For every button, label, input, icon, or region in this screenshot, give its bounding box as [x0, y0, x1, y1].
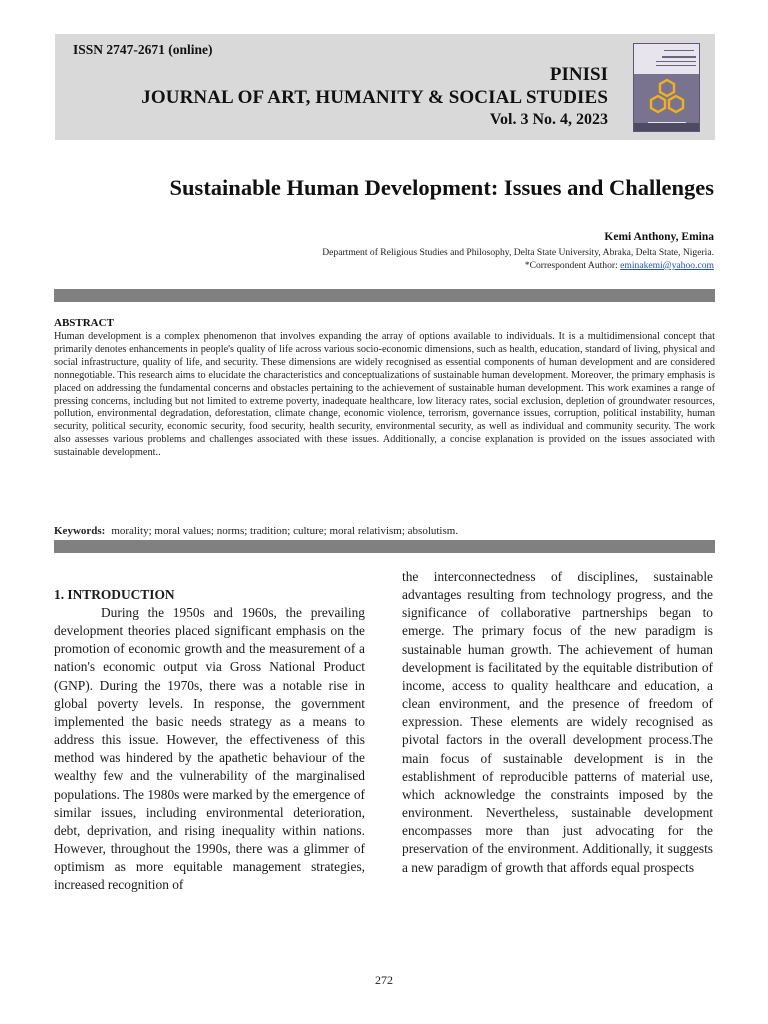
journal-short-name: PINISI: [549, 64, 608, 85]
journal-title-block: [141, 64, 608, 129]
correspondent-author: [525, 260, 714, 271]
body-paragraph: During the 1950s and 1960s, the prevailing development theories placed significant emphasis on the promotion of economic growth and the measurement of a nation's economic output via Gross National Product (GNP). During the 1970s, there was a notable rise in global poverty levels. In response, the government implemented the basic needs strategy as a means to address this issue. However, the effectiveness of this method was hindered by the apathetic behaviour of the wealthy few and the vulnerability of the marginalised populations. The 1980s were marked by the emergence of similar issues, including environmental deterioration, debt, deprivation, and rising inequality within nations. However, throughout the 1990s, there was a glimmer of optimism as more equitable management strategies, increased recognition of: [54, 605, 365, 893]
divider-bar-bottom: [54, 540, 715, 553]
author-affiliation: Department of Religious Studies and Philosophy, Delta State University, Abraka, Delta State, Nigeria.: [322, 247, 714, 258]
divider-bar-top: [54, 289, 715, 302]
keywords-text: morality; moral values; norms; tradition; culture; moral relativism; absolutism.: [111, 525, 459, 537]
article-title: Sustainable Human Development: Issues and Challenges: [169, 175, 714, 200]
journal-cover-thumbnail: [633, 43, 700, 132]
body-paragraph: the interconnectedness of disciplines, sustainable advantages resulting from technology progress, and the significance of collaborative partnerships began to emerge. The primary focus of the new paradigm is sustainable human growth. The achievement of human development is facilitated by the equitable distribution of income, access to quality healthcare and education, a clean environment, and the presence of freedom of expression. These elements are widely recognised as pivotal factors in the overall development process.The main focus of sustainable development is in the establishment of reproducible patterns of material use, which acknowledge the constraints imposed by the environment. Nevertheless, sustainable development encompasses more than just advocating for the preservation of the environment. Additionally, it suggests a new paradigm of growth that affords equal prospects: [402, 569, 713, 875]
issn: ISSN 2747-2671 (online): [73, 42, 213, 57]
journal-full-name: JOURNAL OF ART, HUMANITY & SOCIAL STUDIES: [141, 86, 608, 108]
body-column-left: [54, 604, 365, 895]
correspondent-email-link[interactable]: eminakemi@yahoo.com: [620, 260, 714, 271]
abstract-heading: ABSTRACT: [54, 317, 114, 329]
correspondent-label: *Correspondent Author:: [524, 260, 621, 271]
article-author: Kemi Anthony, Emina: [604, 231, 714, 243]
journal-volume: Vol. 3 No. 4, 2023: [489, 110, 608, 128]
section-heading: 1. INTRODUCTION: [54, 587, 175, 602]
page-number: 272: [375, 973, 393, 987]
keywords: [54, 525, 715, 537]
body-column-right: [402, 568, 713, 877]
journal-header: [55, 34, 715, 140]
keywords-label: Keywords:: [54, 525, 106, 537]
abstract-text: Human development is a complex phenomenon that involves expanding the array of options available to individuals. It is a multidimensional concept that primarily denotes enhancements in people's quality of life across various socio-economic dimensions, such as health, education, standard of living, physical and social infrastructure, quality of life, and security. These dimensions are widely recognised as essential components of human development and are considered nonnegotiable. This research aims to elucidate the characteristics and conceptualizations of sustainable human development. Moreover, the primary emphasis is placed on addressing the fundamental concerns and obstacles pertaining to the achievement of sustainable human development. This work examines a range of pressing concerns, including but not limited to extreme poverty, inadequate healthcare, low literacy rates, social exclusion, depletion of groundwater resources, pollution, environmental degradation, deforestation, climate change, economic violence, terrorism, governance issues, corruption, political instability, human security, political security, economic security, food security, health security, environmental security, as well as individual and community security. The work also assesses various problems and challenges associated with these issues. Additionally, a concise explanation is provided on the issues associated with sustainable development..: [54, 331, 715, 459]
